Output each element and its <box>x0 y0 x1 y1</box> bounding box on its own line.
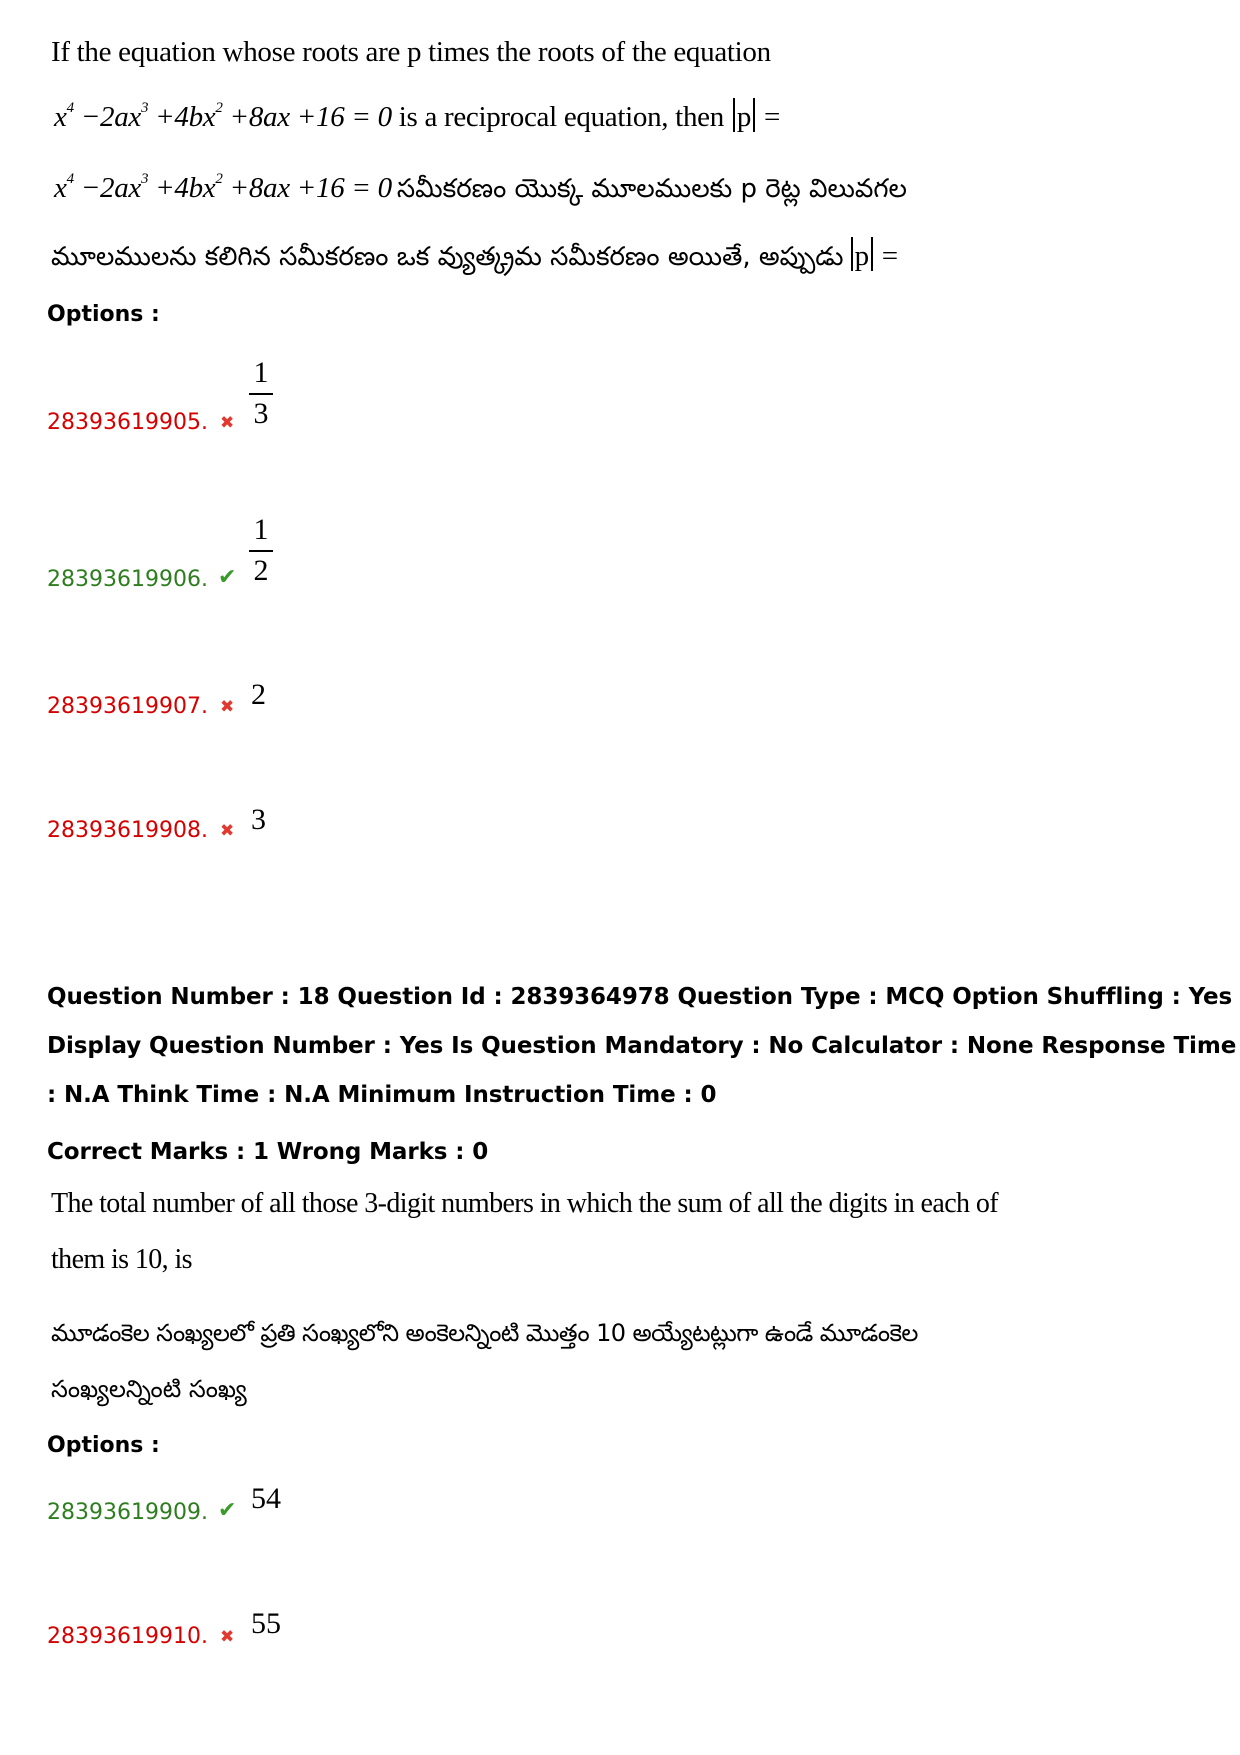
option-id: 28393619909. <box>47 1500 208 1525</box>
q17-equation: $x^4 -2ax^3 +4bx^2 +8ax +16 = 0$ <box>54 100 392 133</box>
q17-te-line1: $x^4 -2ax^3 +4bx^2 +8ax +16 = 0$ సమీకరణం యొక్క మూలములకు p రెట్ల విలువగల <box>54 171 907 204</box>
q18-meta-line1: Question Number : 18 Question Id : 2839364978 Question Type : MCQ Option Shuffling : Yes <box>47 984 1233 1010</box>
q17-abs-p: p <box>736 101 752 133</box>
q17-en-line2 <box>54 98 780 134</box>
q17-en-line1: If the equation whose roots are p times the roots of the equation <box>51 36 771 68</box>
cross-mark-icon: ✖ <box>220 1627 235 1647</box>
check-mark-icon: ✔ <box>218 1498 237 1523</box>
q18-te-line1: మూడంకెల సంఖ్యలలో ప్రతి సంఖ్యలోని అంకెలన్నింటి మొత్తం 10 అయ్యేటట్లుగా ఉండే మూడంకెల <box>51 1319 918 1347</box>
option-value: 54 <box>251 1482 281 1515</box>
option-value: 2 <box>251 678 266 711</box>
option-id: 28393619906. <box>47 567 208 592</box>
q18-te-line2: సంఖ్యలన్నింటి సంఖ్య <box>51 1375 247 1403</box>
q18-en-line2: them is 10, is <box>51 1244 192 1275</box>
q17-te-line2: మూలములను కలిగిన సమీకరణం ఒక వ్యుత్క్రమ సమీకరణం అయితే, అప్పుడు p = <box>51 237 898 278</box>
check-mark-icon: ✔ <box>218 565 237 590</box>
option-value: 55 <box>251 1607 281 1640</box>
option-id: 28393619910. <box>47 1624 208 1649</box>
option-value: 1 3 <box>249 356 273 431</box>
q18-marks: Correct Marks : 1 Wrong Marks : 0 <box>47 1139 489 1165</box>
option-id: 28393619905. <box>47 410 208 435</box>
cross-mark-icon: ✖ <box>220 413 235 433</box>
q17-en-tail: is a reciprocal equation, then <box>398 101 724 133</box>
option-value: 1 2 <box>249 513 273 588</box>
q18-en-line1: The total number of all those 3-digit numbers in which the sum of all the digits in each of <box>51 1188 998 1219</box>
option-id: 28393619907. <box>47 694 208 719</box>
option-value: 3 <box>251 803 266 836</box>
cross-mark-icon: ✖ <box>220 697 235 717</box>
q17-options-label: Options : <box>47 302 160 327</box>
cross-mark-icon: ✖ <box>220 821 235 841</box>
option-id: 28393619908. <box>47 818 208 843</box>
q17-te-tail: సమీకరణం యొక్క మూలములకు p రెట్ల విలువగల <box>396 174 907 204</box>
q18-meta-line3: : N.A Think Time : N.A Minimum Instruction Time : 0 <box>47 1082 717 1108</box>
q17-equals: = <box>764 101 781 133</box>
q18-options-label: Options : <box>47 1433 160 1458</box>
q18-meta-line2: Display Question Number : Yes Is Question Mandatory : No Calculator : None Response Time <box>47 1033 1237 1059</box>
